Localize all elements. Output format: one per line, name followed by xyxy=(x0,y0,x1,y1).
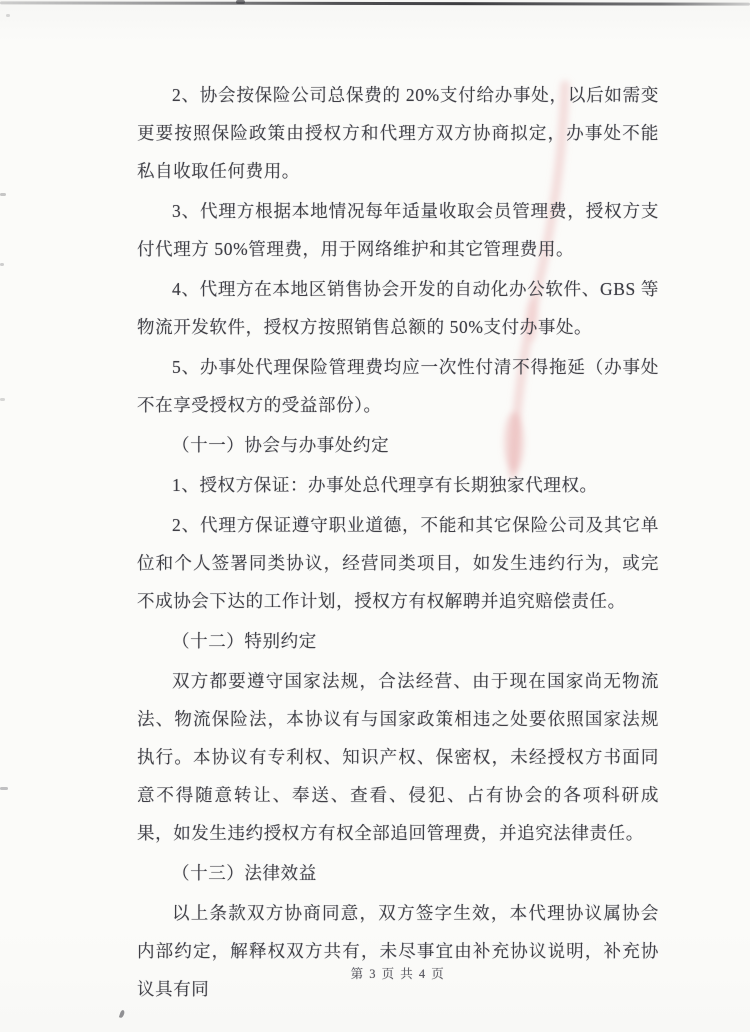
scan-speck-artifact xyxy=(0,787,8,790)
section-heading: （十三）法律效益 xyxy=(172,863,317,883)
scan-speck-artifact xyxy=(0,263,4,266)
clause-paragraph: 1、授权方保证：办事处总代理享有长期独家代理权。 xyxy=(172,475,598,495)
clause-paragraph: 2、协会按保险公司总保费的 20%支付给办事处，以后如需变更要按照保险政策由授权方和代理方双方协商拟定，办事处不能私自收取任何费用。 xyxy=(137,85,659,181)
clause-paragraph: 3、代理方根据本地情况每年适量收取会员管理费，授权方支付代理方 50%管理费，用于网络维护和其它管理费用。 xyxy=(137,201,659,259)
section-heading: （十一）协会与办事处约定 xyxy=(172,435,390,455)
scan-speck-artifact xyxy=(0,193,6,196)
page-number-footer: 第 3 页 共 4 页 xyxy=(350,967,446,981)
document-body xyxy=(137,76,659,1010)
clause-paragraph: 双方都要遵守国家法规，合法经营、由于现在国家尚无物流法、物流保险法，本协议有与国家政策相违之处要依照国家法规执行。本协议有专利权、知识产权、保密权，未经授权方书面同意不得随意转让、奉送、查看、侵犯、占有协会的各项科研成果，如发生违约授权方有权全部追回管理费，并追究法律责任。 xyxy=(137,671,659,843)
scan-top-edge-artifact xyxy=(0,1,750,5)
clause-paragraph: 5、办事处代理保险管理费均应一次性付清不得拖延（办事处不在享受授权方的受益部份）。 xyxy=(137,357,659,415)
scan-speck-artifact xyxy=(0,398,5,401)
scan-speck-artifact xyxy=(6,14,10,17)
clause-paragraph: 4、代理方在本地区销售协会开发的自动化办公软件、GBS 等物流开发软件，授权方按照销售总额的 50%支付办事处。 xyxy=(137,279,659,337)
clause-paragraph: 以上条款双方协商同意，双方签字生效，本代理协议属协会内部约定，解释权双方共有，未尽事宜由补充协议说明，补充协议具有同 xyxy=(137,903,659,999)
scan-ink-mark-artifact xyxy=(119,1010,125,1019)
scan-edge-tick-artifact xyxy=(236,0,245,4)
section-heading: （十二）特别约定 xyxy=(172,631,317,651)
clause-paragraph: 2、代理方保证遵守职业道德，不能和其它保险公司及其它单位和个人签署同类协议，经营同类项目，如发生违约行为，或完不成协会下达的工作计划，授权方有权解聘并追究赔偿责任。 xyxy=(137,515,659,611)
